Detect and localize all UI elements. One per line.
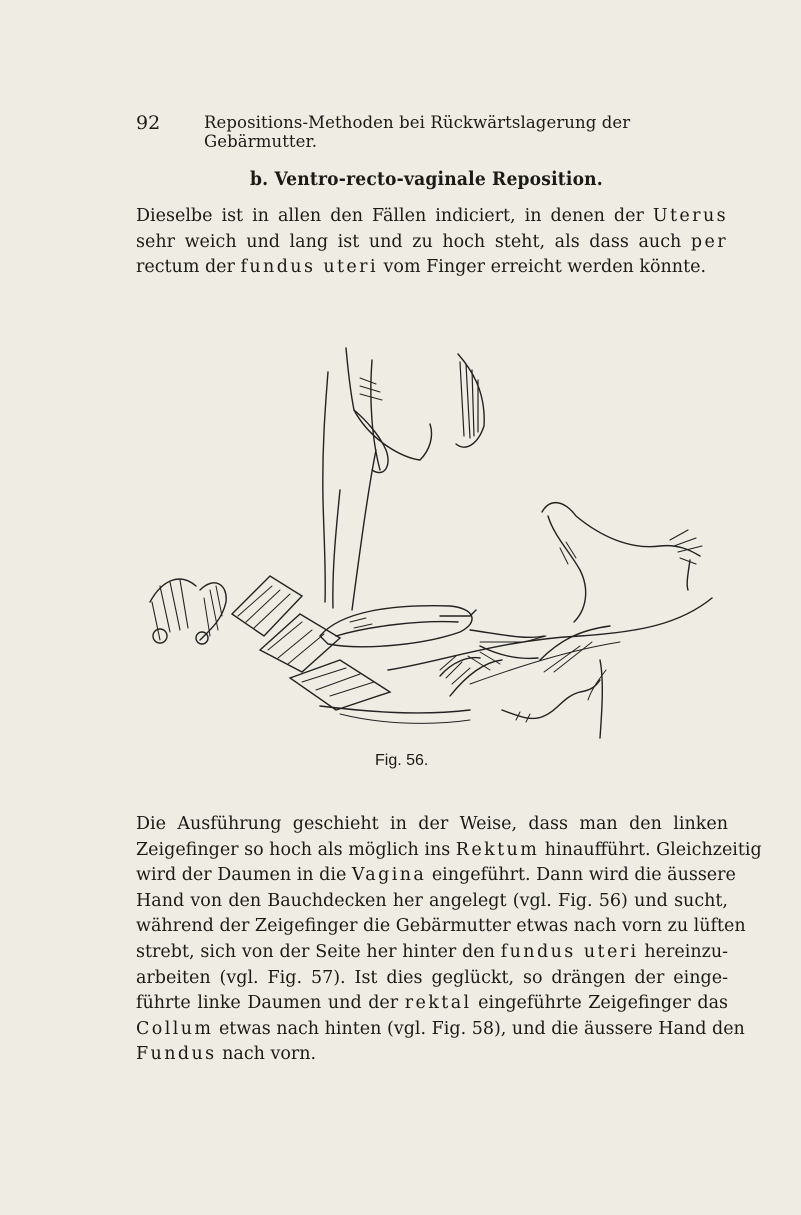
text-line: sehr weich und lang ist und zu hoch steht, als dass auch per: [136, 231, 728, 252]
text-line: Collum etwas nach hinten (vgl. Fig. 58), und die äussere Hand den: [136, 1018, 745, 1039]
text-line: Zeigefinger so hoch als möglich ins Rektum hinaufführt. Gleichzeitig: [136, 839, 762, 860]
text-line: wird der Daumen in die Vagina eingeführt. Dann wird die äussere: [136, 865, 736, 886]
page-header: [136, 112, 696, 151]
running-head: Repositions-Methoden bei Rückwärtslagerung der Gebärmutter.: [204, 113, 631, 151]
text-line: strebt, sich von der Seite her hinter den fundus uteri hereinzu-: [136, 941, 728, 962]
anatomical-illustration: [140, 340, 720, 740]
text-line: während der Zeigefinger die Gebärmutter etwas nach vorn zu lüften: [136, 916, 746, 937]
page-number: 92: [136, 112, 161, 134]
paragraph-intro: [136, 204, 728, 281]
text-line: führte linke Daumen und der rektal eingeführte Zeigefinger das: [136, 993, 728, 1014]
text-line: rectum der fundus uteri vom Finger erreicht werden könnte.: [136, 257, 707, 278]
figure-caption: Fig. 56.: [375, 752, 429, 769]
text-line: Hand von den Bauchdecken her angelegt (vgl. Fig. 56) und sucht,: [136, 890, 728, 911]
section-title: b. Ventro-recto-vaginale Reposition.: [250, 168, 603, 190]
text-line: arbeiten (vgl. Fig. 57). Ist dies geglückt, so drängen der einge-: [136, 967, 728, 988]
paragraph-procedure: [136, 812, 762, 1068]
text-line: Dieselbe ist in allen den Fällen indiciert, in denen der Uterus: [136, 206, 728, 226]
text-line: Fundus nach vorn.: [136, 1044, 317, 1065]
text-line: Die Ausführung geschieht in der Weise, dass man den linken: [136, 814, 728, 834]
